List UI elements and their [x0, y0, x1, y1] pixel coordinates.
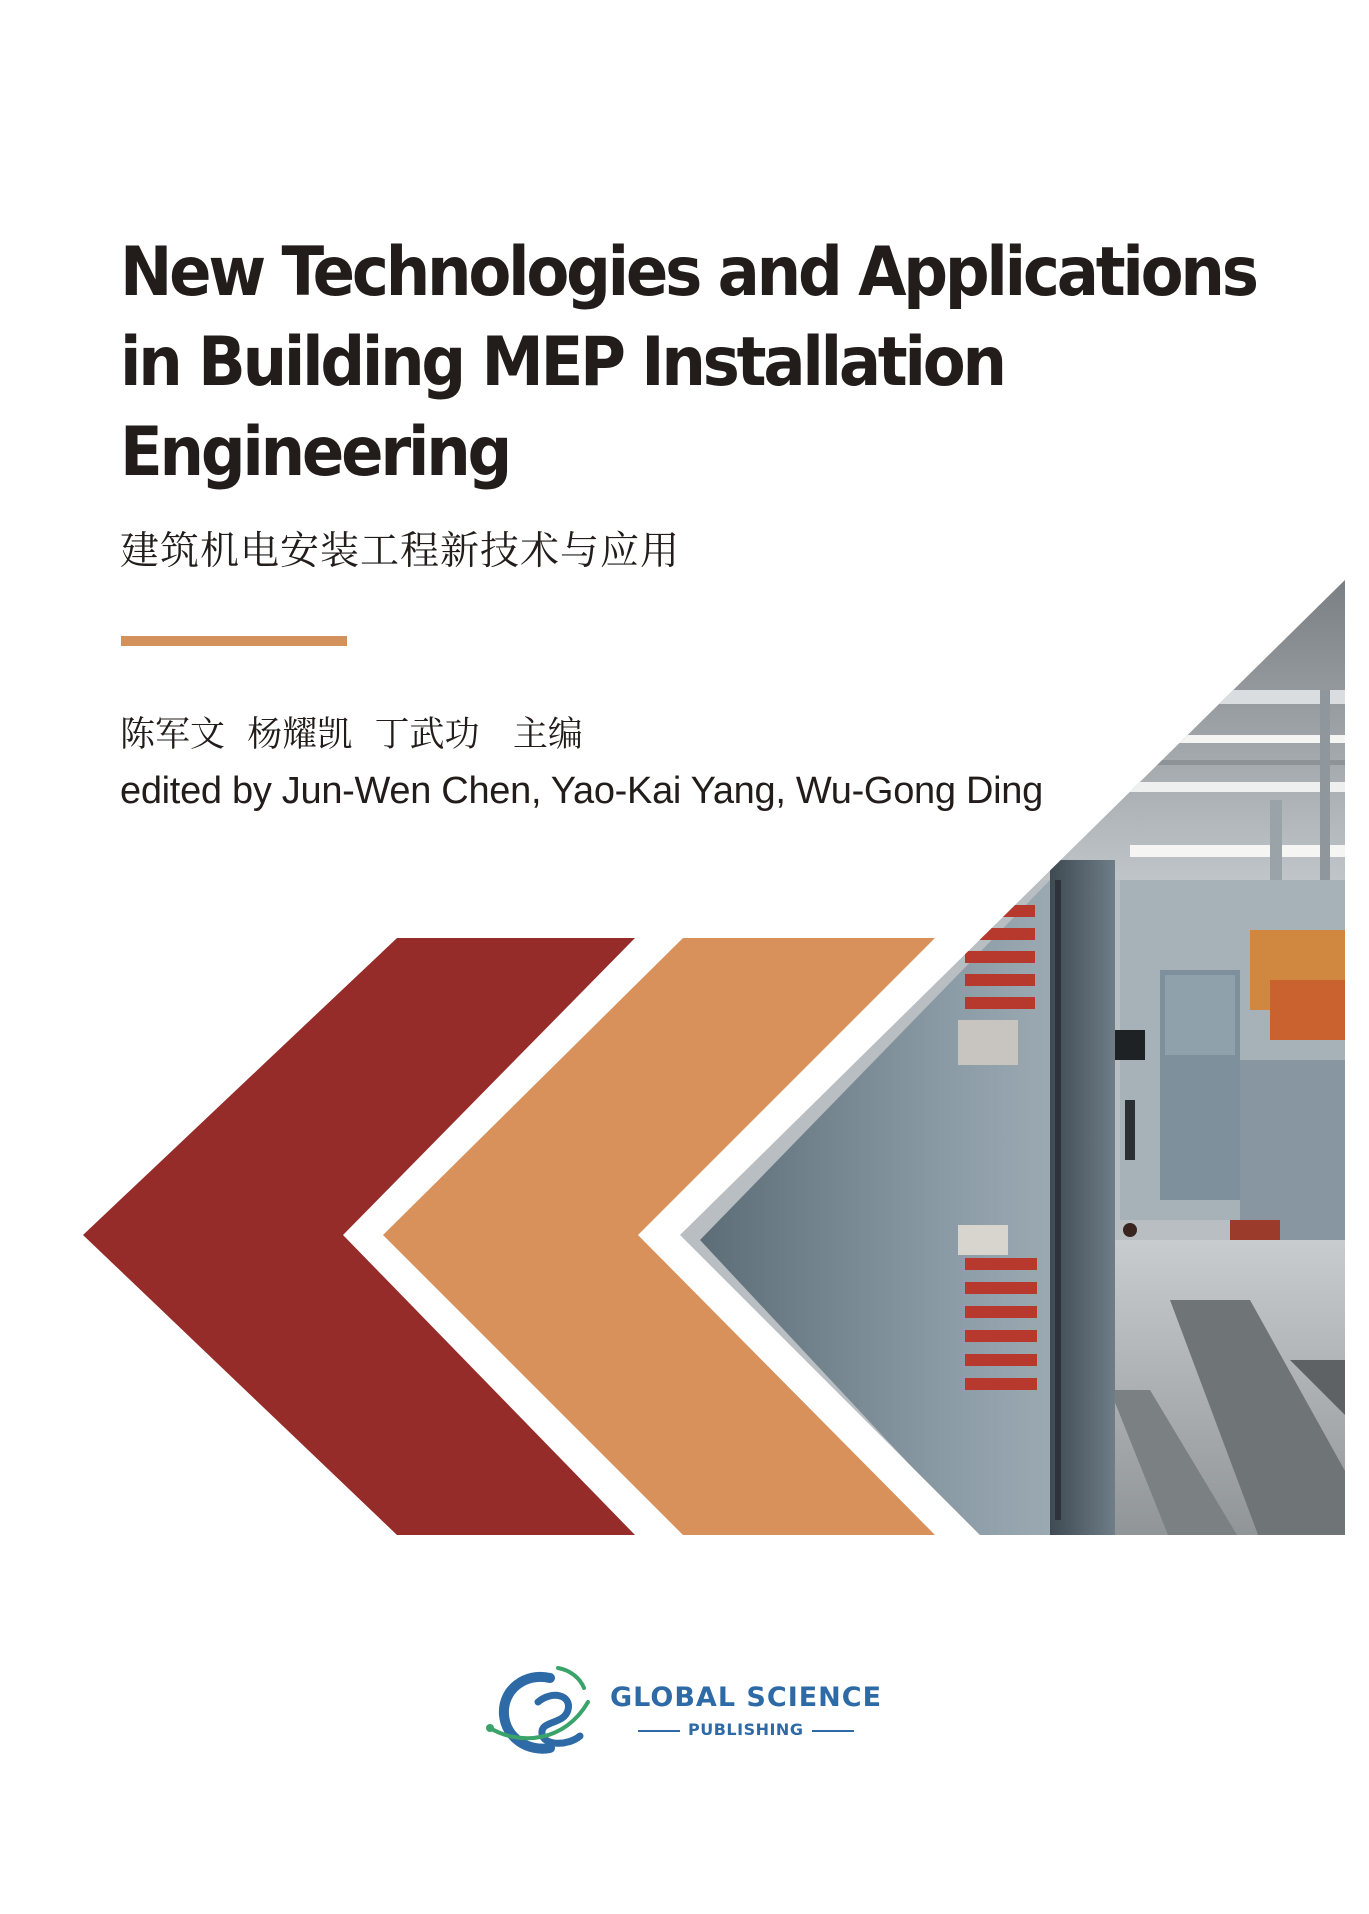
editors-chinese: 陈军文 杨耀凯 丁武功 主编: [120, 715, 583, 755]
publisher-subname: PUBLISHING: [688, 1720, 804, 1739]
title-line-3: Engineering: [120, 413, 510, 492]
chinese-title: 建筑机电安装工程新技术与应用: [120, 529, 681, 574]
editors-english: edited by Jun-Wen Chen, Yao-Kai Yang, Wu-Gong Ding: [120, 770, 1043, 812]
globe-swoosh-logo-icon: [480, 1650, 600, 1770]
publisher-rule-right: [812, 1730, 854, 1732]
publisher-logo: [480, 1650, 883, 1770]
title-line-2: in Building MEP Installation: [120, 323, 1004, 402]
publisher-rule-left: [638, 1730, 680, 1732]
publisher-name: GLOBAL SCIENCE: [610, 1682, 883, 1713]
title-line-1: New Technologies and Applications: [120, 233, 1256, 312]
book-title: [120, 228, 1256, 498]
accent-rule: [121, 636, 347, 646]
